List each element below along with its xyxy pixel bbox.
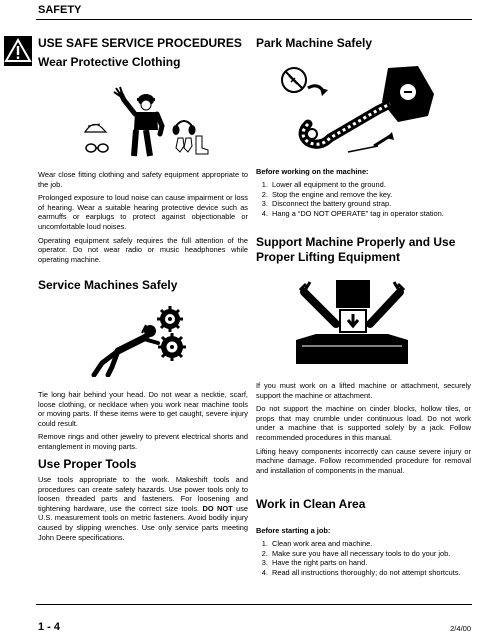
revision-date: 2/4/00 bbox=[450, 624, 471, 633]
service-heading: Service Machines Safely bbox=[38, 278, 178, 292]
clean-subheading: Before starting a job: bbox=[256, 526, 331, 535]
service-machines-illustration bbox=[88, 305, 198, 377]
list-item: 1. Clean work area and machine. bbox=[270, 539, 471, 549]
support-paragraph: If you must work on a lifted machine or attachment, securely support the machine or attachment. bbox=[256, 381, 471, 400]
page-title: USE SAFE SERVICE PROCEDURES bbox=[38, 36, 242, 50]
service-paragraph: Tie long hair behind your head. Do not wear a necktie, scarf, loose clothing, or necklace when you work near machine tools or moving parts. If these items were to get caught, severe injury could result. bbox=[38, 390, 248, 428]
wear-paragraph: Operating equipment safely requires the full attention of the operator. Do not wear radio or music headphones while operating machine. bbox=[38, 235, 248, 264]
header-rule bbox=[36, 19, 472, 20]
protective-clothing-illustration bbox=[80, 86, 210, 158]
tools-heading: Use Proper Tools bbox=[38, 457, 137, 471]
list-item: 3. Disconnect the battery ground strap. bbox=[270, 199, 471, 209]
list-item: 4. Hang a “DO NOT OPERATE” tag in operator station. bbox=[270, 209, 471, 219]
crush-hazard-illustration bbox=[296, 278, 408, 364]
park-heading: Park Machine Safely bbox=[256, 36, 373, 50]
clean-heading: Work in Clean Area bbox=[256, 497, 366, 511]
wear-heading: Wear Protective Clothing bbox=[38, 55, 181, 69]
list-item: 2. Stop the engine and remove the key. bbox=[270, 190, 471, 200]
support-heading: Support Machine Properly and Use Proper Lifting Equipment bbox=[256, 235, 456, 264]
park-subheading: Before working on the machine: bbox=[256, 167, 369, 176]
support-paragraph: Do not support the machine on cinder blocks, hollow tiles, or props that may crumble under continuous load. Do not work under a machine that is supported solely by a jack. Follow recommended procedures in this manual. bbox=[256, 404, 471, 442]
wear-paragraph: Prolonged exposure to loud noise can cause impairment or loss of hearing. Wear a suitable hearing protective device such as earmuffs or earplugs to protect against objectionable or uncomfortable loud noises. bbox=[38, 193, 248, 231]
support-paragraph: Lifting heavy components incorrectly can cause severe injury or machine damage. Follow recommended procedure for removal and installation of components in the manual. bbox=[256, 446, 471, 475]
list-item: 3. Have the right parts on hand. bbox=[270, 558, 471, 568]
park-machine-illustration bbox=[278, 64, 438, 156]
list-item: 1. Lower all equipment to the ground. bbox=[270, 180, 471, 190]
service-paragraph: Remove rings and other jewelry to prevent electrical shorts and entanglement in moving parts. bbox=[38, 432, 248, 451]
list-item: 4. Read all instructions thoroughly; do not attempt shortcuts. bbox=[270, 568, 471, 578]
list-item: 2. Make sure you have all necessary tools to do your job. bbox=[270, 549, 471, 559]
footer-rule bbox=[36, 604, 472, 605]
section-header: SAFETY bbox=[38, 4, 82, 16]
tools-paragraph: Use tools appropriate to the work. Makeshift tools and procedures can create safety hazards. Use power tools only to loosen threaded parts and fasteners. For loosening and tightening hardware, use the correct size tools. DO NOT use U.S. measurement tools on metric fasteners. Avoid bodily injury caused by slipping wrenches. Use only service parts meeting John Deere specifications. bbox=[38, 475, 248, 542]
clean-steps bbox=[256, 539, 471, 577]
warning-icon bbox=[4, 36, 32, 66]
page-number: 1 - 4 bbox=[38, 621, 61, 633]
wear-paragraph: Wear close fitting clothing and safety equipment appropriate to the job. bbox=[38, 170, 248, 189]
park-steps bbox=[256, 180, 471, 218]
